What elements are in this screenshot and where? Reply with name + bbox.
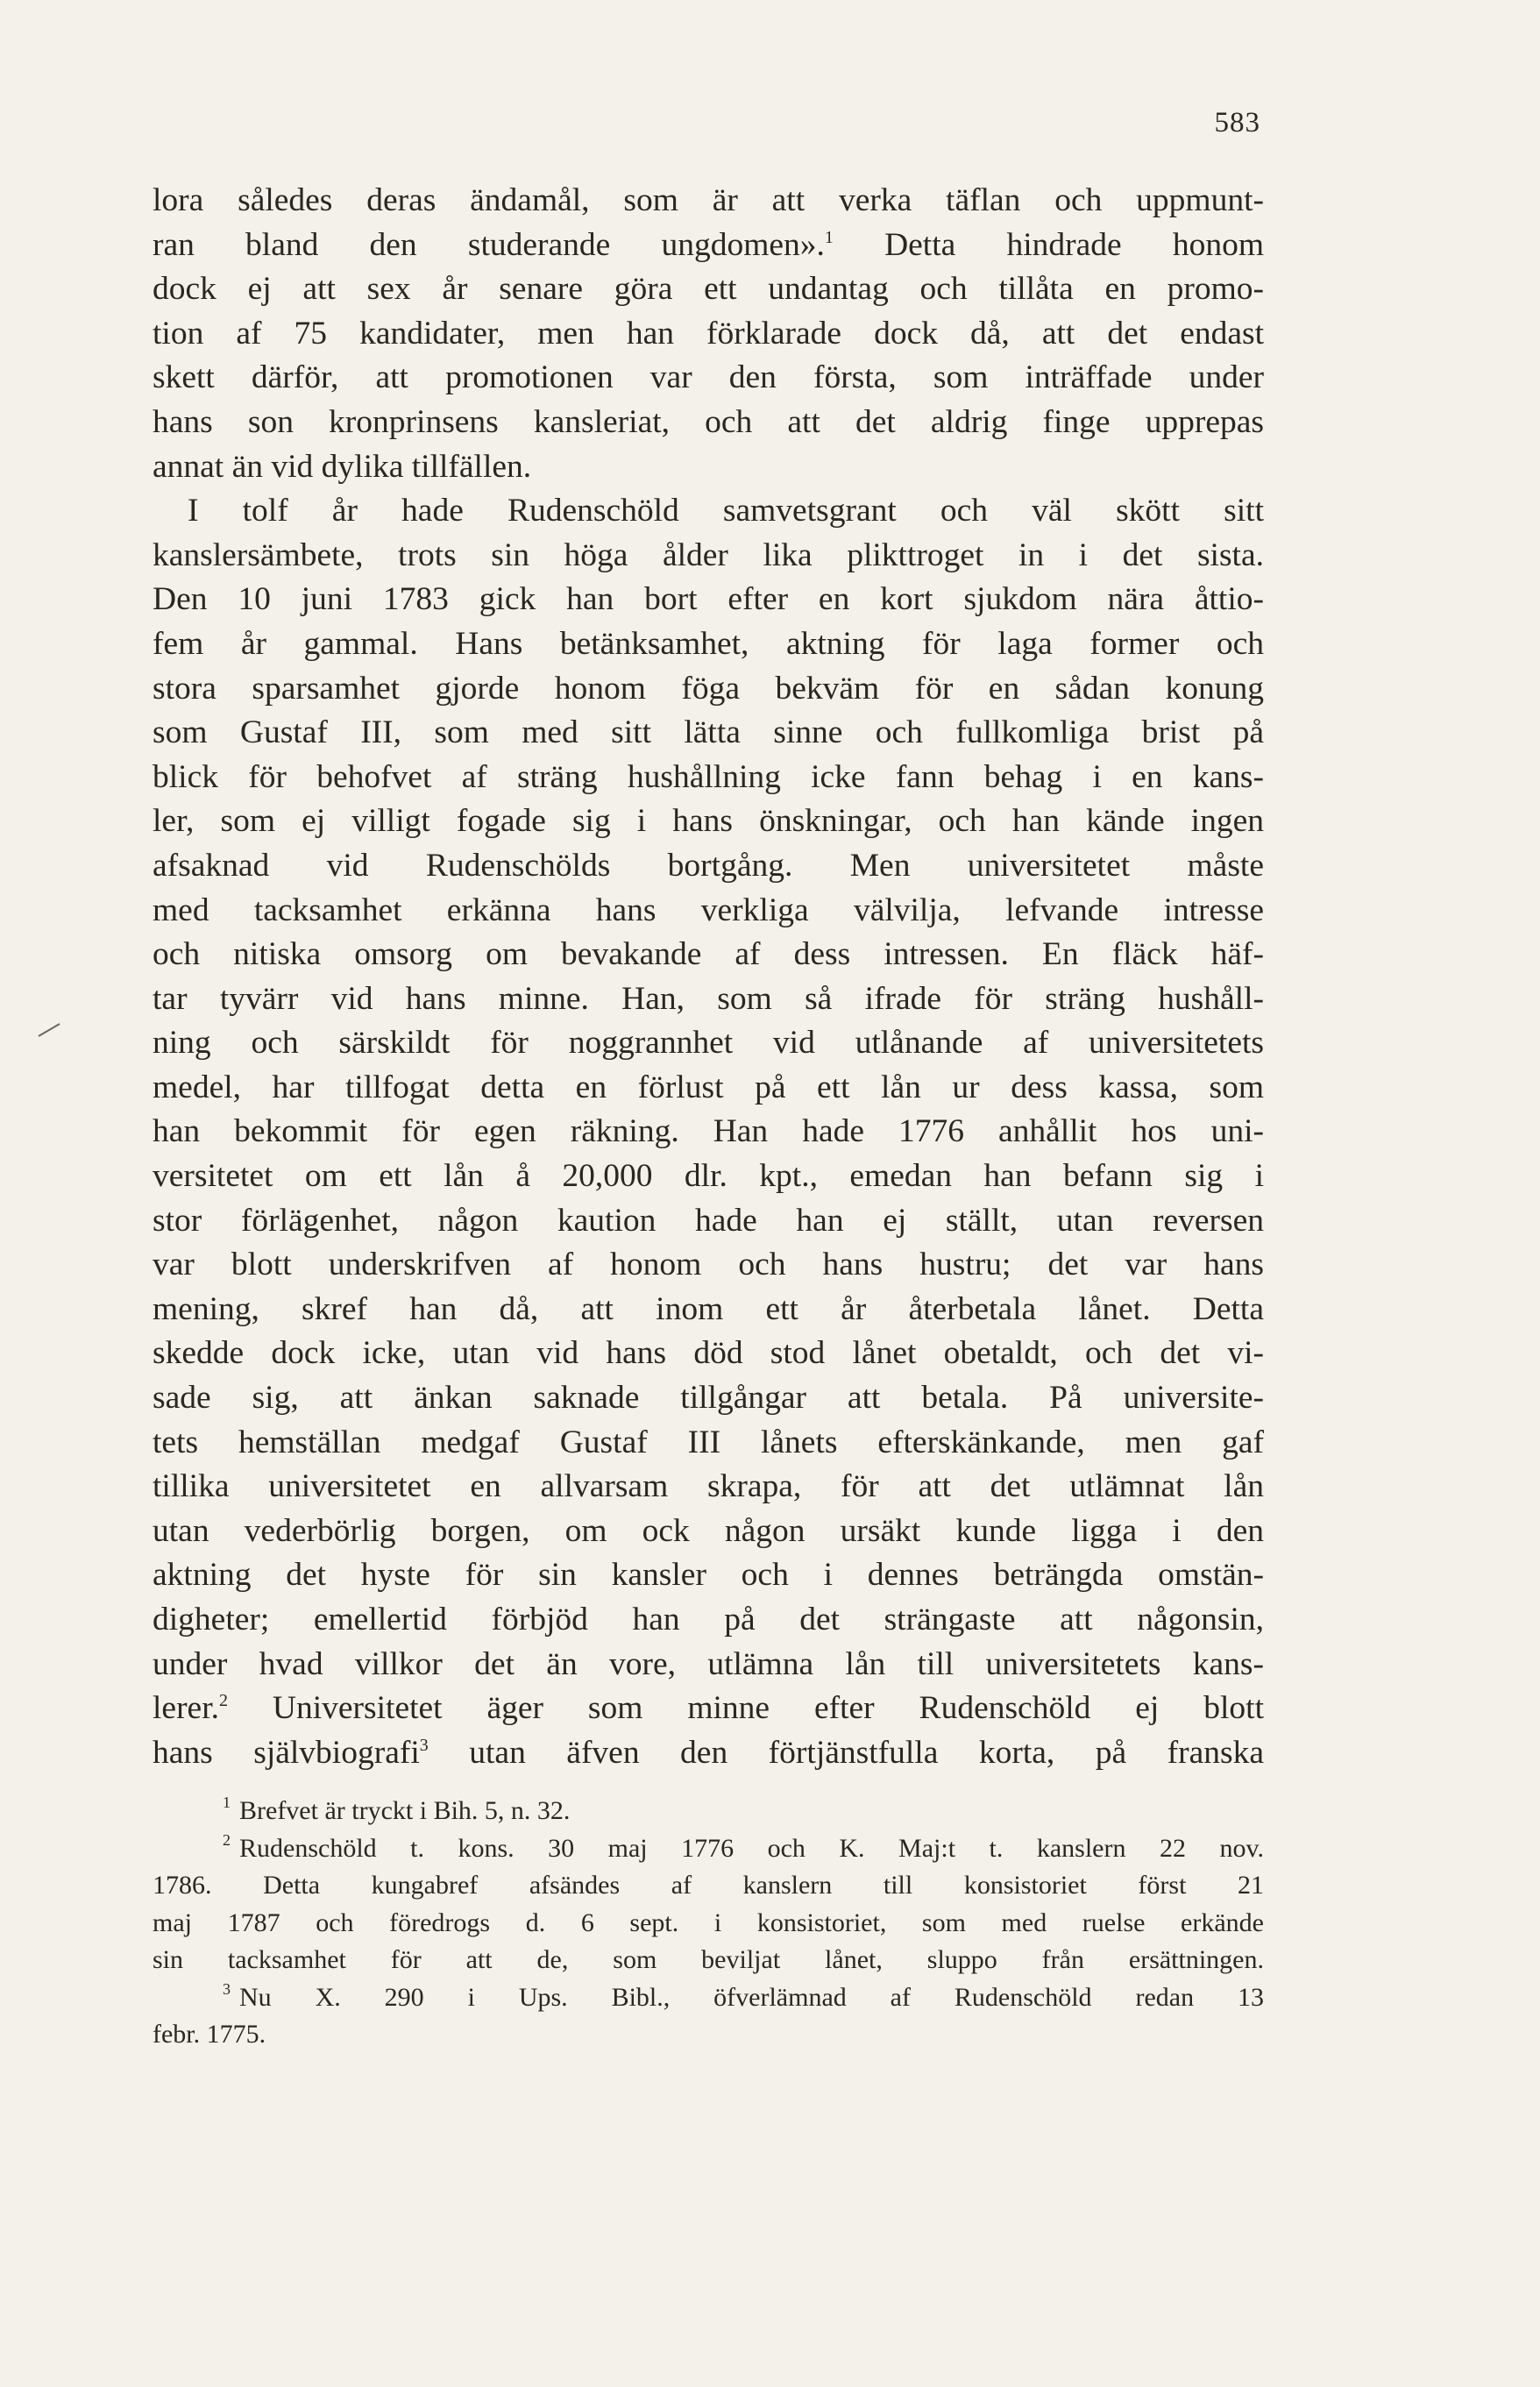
footnote-1 xyxy=(153,1793,1264,1830)
text-line: afsaknad vid Rudenschölds bortgång. Men universitetet måste xyxy=(153,847,1264,884)
text-line: aktning det hyste för sin kansler och i dennes beträngda omstän- xyxy=(153,1557,1264,1594)
text-line: versitetet om ett lån å 20,000 dlr. kpt., emedan han befann sig i xyxy=(153,1158,1264,1195)
text-line: skedde dock icke, utan vid hans död stod lånet obetaldt, och det vi- xyxy=(153,1335,1264,1372)
footnote-marker: 2 xyxy=(223,1830,231,1849)
text-line: tar tyvärr vid hans minne. Han, som så ifrade för sträng hushåll- xyxy=(153,980,1264,1017)
text-fragment: Detta hindrade honom xyxy=(884,226,1264,263)
text-line: han bekommit för egen räkning. Han hade 1776 anhållit hos uni- xyxy=(153,1113,1264,1150)
text-line: stor förlägenhet, någon kaution hade han ej ställt, utan reversen xyxy=(153,1202,1264,1239)
text-line: I tolf år hade Rudenschöld samvetsgrant och väl skött sitt xyxy=(188,493,1264,529)
text-line xyxy=(153,1731,1264,1776)
text-line: och nitiska omsorg om bevakande af dess intressen. En fläck häf- xyxy=(153,936,1264,973)
text-fragment: Universitetet äger som minne efter Rudenschöld ej blott xyxy=(272,1690,1264,1727)
footnote-line xyxy=(153,1979,1264,2017)
text-line: medel, har tillfogat detta en förlust på ett lån ur dess kassa, som xyxy=(153,1069,1264,1105)
paragraph-2 xyxy=(153,489,1264,1775)
text-line: stora sparsamhet gjorde honom föga bekväm för en sådan konung xyxy=(153,670,1264,707)
text-line: under hvad villkor det än vore, utlämna lån till universitetets kans- xyxy=(153,1645,1264,1682)
footnote-2 xyxy=(153,1830,1264,1979)
text-line: sade sig, att änkan saknade tillgångar att betala. På universite- xyxy=(153,1380,1264,1417)
text-line: lora således deras ändamål, som är att verka täflan och uppmunt- xyxy=(153,182,1264,218)
text-line: ning och särskildt för noggrannhet vid utlånande af universitetets xyxy=(153,1025,1264,1062)
footnote-ref-1[interactable]: 1 xyxy=(824,227,834,247)
footnote-line: maj 1787 och föredrogs d. 6 sept. i konsistoriet, som med ruelse erkände xyxy=(153,1907,1264,1937)
text-line: dock ej att sex år senare göra ett undantag och tillåta en promo- xyxy=(153,271,1264,308)
text-line: som Gustaf III, som med sitt lätta sinne och fullkomliga brist på xyxy=(153,714,1264,751)
text-line: tion af 75 kandidater, men han förklarade dock då, att det endast xyxy=(153,315,1264,352)
paragraph-1 xyxy=(153,179,1264,489)
text-line: hans son kronprinsens kansleriat, och att det aldrig finge upprepas xyxy=(153,403,1264,440)
text-line: blick för behofvet af sträng hushållning icke fann behag i en kans- xyxy=(153,758,1264,795)
text-line: annat än vid dylika tillfällen. xyxy=(153,448,532,485)
footnote-text: Brefvet är tryckt i Bih. 5, n. 32. xyxy=(239,1796,571,1825)
footnote-line xyxy=(153,1830,1264,1868)
footnote-ref-3[interactable]: 3 xyxy=(419,1735,429,1755)
text-line: skett därför, att promotionen var den första, som inträffade under xyxy=(153,359,1264,396)
text-line: fem år gammal. Hans betänksamhet, aktning för laga former och xyxy=(153,625,1264,662)
text-line: med tacksamhet erkänna hans verkliga välvilja, lefvande intresse xyxy=(153,892,1264,928)
text-line xyxy=(153,224,1264,268)
footnote-text: Rudenschöld t. kons. 30 maj 1776 och K. Maj:t t. kanslern 22 nov. xyxy=(239,1833,1264,1863)
footnote-marker: 1 xyxy=(223,1794,231,1811)
footnote-line: sin tacksamhet för att de, som beviljat lånet, sluppo från ersättningen. xyxy=(153,1945,1264,1974)
footnote-marker: 3 xyxy=(223,1979,231,1998)
text-line: mening, skref han då, att inom ett år återbetala lånet. Detta xyxy=(153,1290,1264,1327)
text-line: var blott underskrifven af honom och hans hustru; det var hans xyxy=(153,1247,1264,1283)
text-line: kanslersämbete, trots sin höga ålder lika plikttroget in i det sista. xyxy=(153,536,1264,573)
footnote-ref-2[interactable]: 2 xyxy=(219,1691,228,1711)
margin-pencil-mark xyxy=(37,1021,63,1039)
text-line: ler, som ej villigt fogade sig i hans önskningar, och han kände ingen xyxy=(153,803,1264,840)
page-number: 583 xyxy=(1214,107,1260,139)
text-line xyxy=(153,1687,1264,1731)
body-text xyxy=(153,179,1264,1775)
footnote-line: febr. 1775. xyxy=(153,2020,266,2049)
text-line: digheter; emellertid förbjöd han på det strängaste att någonsin, xyxy=(153,1602,1264,1638)
text-line: tillika universitetet en allvarsam skrapa, för att det utlämnat lån xyxy=(153,1468,1264,1505)
footnote-text: Nu X. 290 i Ups. Bibl., öfverlämnad af Rudenschöld redan 13 xyxy=(239,1982,1264,2012)
text-line: Den 10 juni 1783 gick han bort efter en kort sjukdom nära åttio- xyxy=(153,581,1264,618)
text-line: tets hemställan medgaf Gustaf III lånets efterskänkande, men gaf xyxy=(153,1424,1264,1460)
text-line: utan vederbörlig borgen, om ock någon ursäkt kunde ligga i den xyxy=(153,1512,1264,1549)
text-fragment: ran bland den studerande ungdomen». xyxy=(153,226,825,263)
text-fragment: utan äfven den förtjänstfulla korta, på franska xyxy=(469,1734,1264,1771)
text-fragment: lerer. xyxy=(153,1690,219,1727)
footnote-line xyxy=(153,1793,1264,1830)
footnote-3 xyxy=(153,1979,1264,2054)
footnotes xyxy=(153,1793,1264,2054)
footnote-line: 1786. Detta kungabref afsändes af kanslern till konsistoriet först 21 xyxy=(153,1871,1264,1900)
text-fragment: hans självbiografi xyxy=(153,1734,420,1771)
